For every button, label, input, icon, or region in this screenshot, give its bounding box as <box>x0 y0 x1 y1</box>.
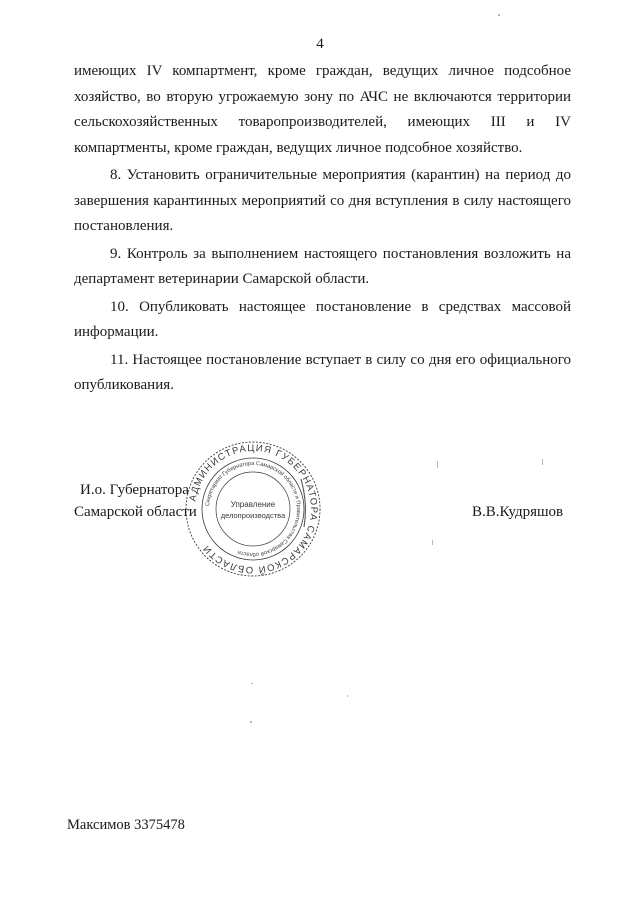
scan-speck <box>498 14 500 16</box>
paragraph-item-9: 9. Контроль за выполнением настоящего постановления возложить на департамент ветеринарии Самарской области. <box>74 245 571 287</box>
scan-speck <box>432 540 433 545</box>
official-stamp <box>183 439 323 579</box>
paragraph-item-10: 10. Опубликовать настоящее постановление в средствах массовой информации. <box>74 298 571 340</box>
paragraph-item-8: 8. Установить ограничительные мероприятия (карантин) на период до завершения карантинных мероприятий со дня вступления в силу настоящего постановления. <box>74 167 571 234</box>
stamp-seal <box>183 439 323 579</box>
stamp-center-line1: Управление <box>230 500 276 509</box>
signature-position-line1: И.о. Губернатора <box>80 482 189 498</box>
scan-speck <box>250 721 252 723</box>
scan-speck <box>542 459 543 465</box>
signature-name: В.В.Кудряшов <box>472 504 564 520</box>
scan-speck <box>251 683 253 684</box>
body-text <box>74 59 571 399</box>
page-number: 4 <box>316 36 324 52</box>
stamp-outer-text: АДМИНИСТРАЦИЯ ГУБЕРНАТОРА САМАРСКОЙ ОБЛАСТИ <box>187 442 320 576</box>
stamp-inner-text: Секретариат Губернатора Самарской области и Правительства Самарской области <box>205 460 302 558</box>
paragraph-item-11: 11. Настоящее постановление вступает в силу со дня его официального опубликования. <box>74 351 571 393</box>
signature-position <box>74 479 197 523</box>
scan-speck <box>437 461 438 468</box>
scan-speck <box>347 695 348 697</box>
executor-line: Максимов 3375478 <box>67 817 185 833</box>
signature-position-line2: Самарской области <box>74 504 197 520</box>
svg-text:Секретариат Губернатора Самарс <box>205 461 301 557</box>
paragraph-continuation: имеющих IV компартмент, кроме граждан, ведущих личное подсобное хозяйство, во вторую угрожаемую зону по АЧС не включаются территории сельскохозяйственных товаропроизводителей, имеющих III и IV компартменты, кроме граждан, ведущих личное подсобное хозяйство. <box>74 63 571 156</box>
stamp-center-line2: делопроизводства <box>220 511 286 520</box>
